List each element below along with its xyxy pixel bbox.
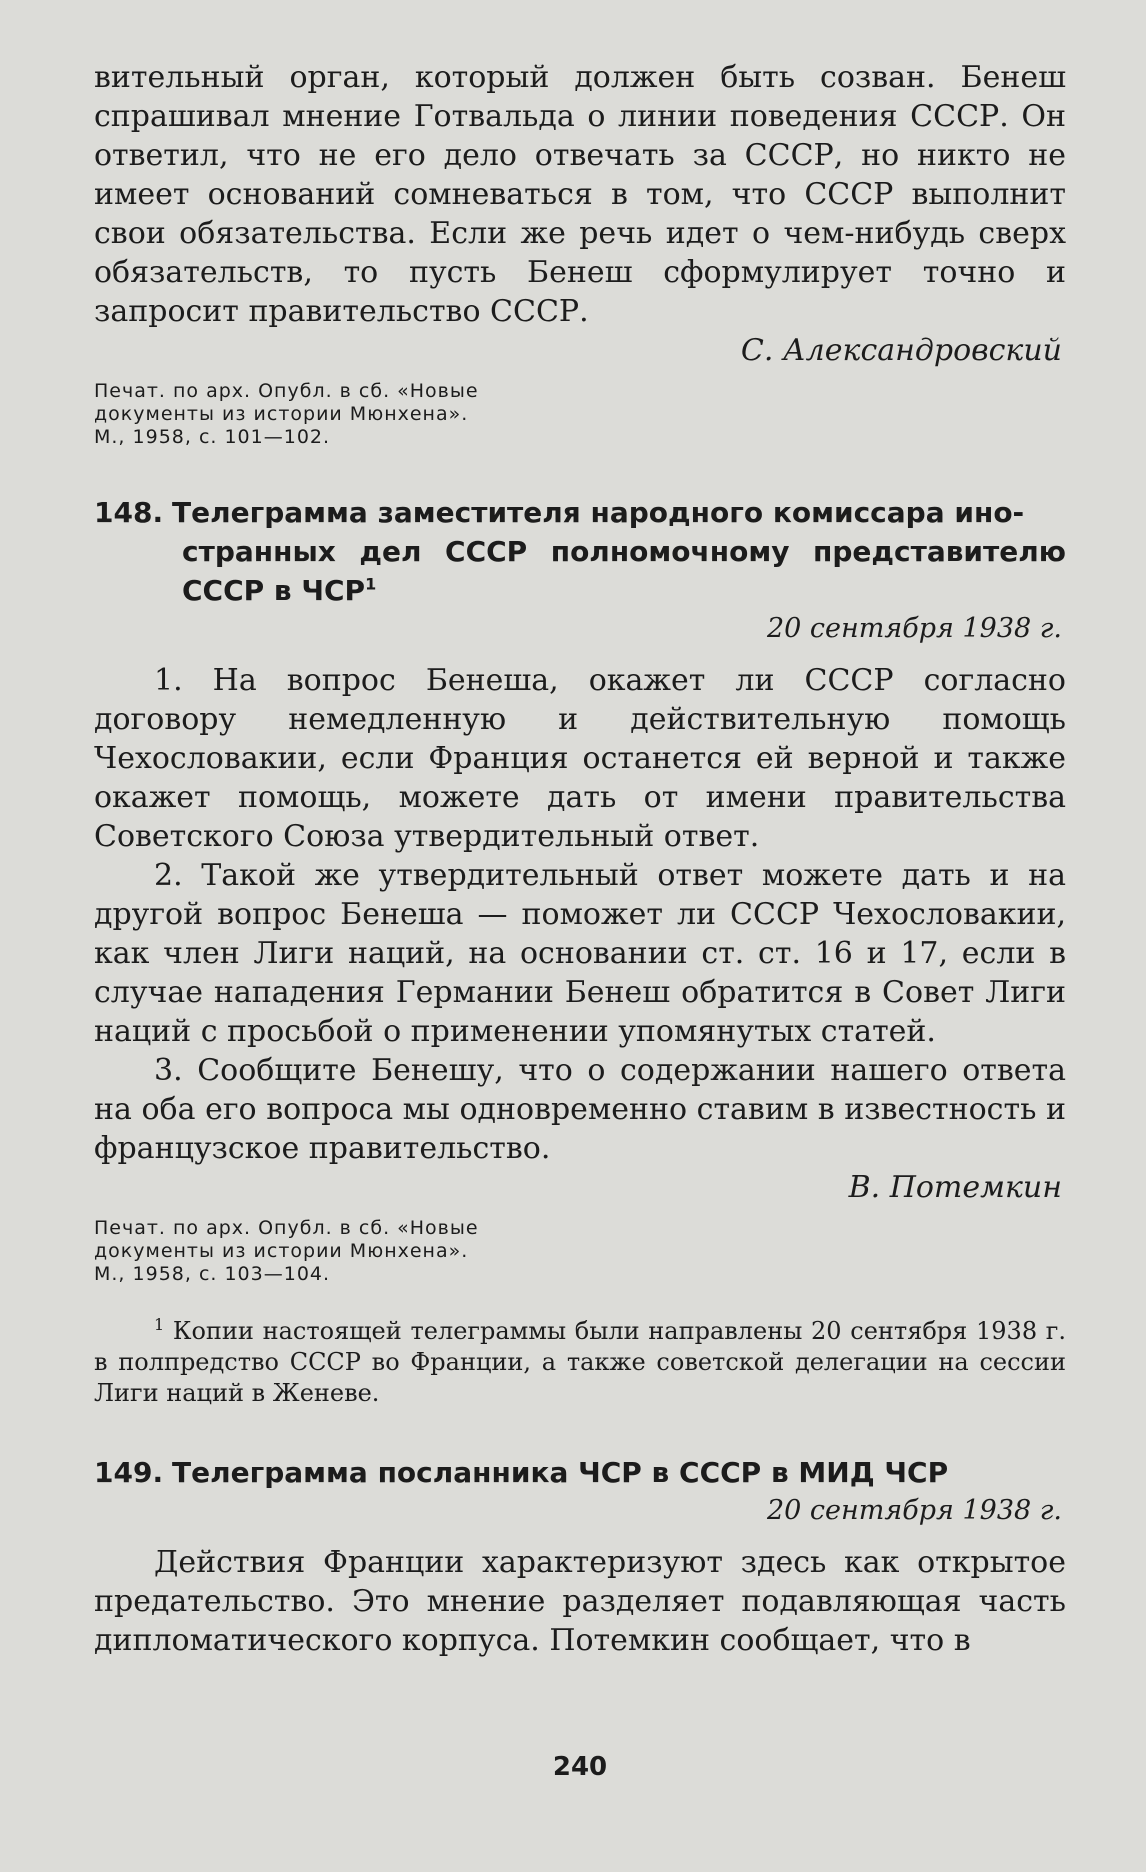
spacer [94, 1409, 1066, 1453]
doc148-date: 20 сентября 1938 г. [766, 613, 1062, 644]
doc149-date: 20 сентября 1938 г. [766, 1495, 1062, 1526]
intro-signature: С. Александровский [740, 333, 1062, 368]
doc148-signature: В. Потемкин [848, 1170, 1062, 1205]
doc148-number: 148. [94, 496, 164, 529]
doc149-paragraph: Действия Франции характеризуют здесь как открытое предательство. Это мнение разделяет подавляющая часть дипломатического корпуса. Потемкин сообщает, что в [94, 1545, 1066, 1658]
intro-source-note: Печат. по арх. Опубл. в сб. «Новые документы из истории Мюнхена». М., 1958, с. 101—102. [94, 380, 479, 448]
book-page [94, 58, 1066, 1848]
doc148-paragraph-3: 3. Сообщите Бенешу, что о содержании нашего ответа на оба его вопроса мы одновременно ставим в известность и французское правительство. [94, 1053, 1066, 1166]
doc149-number: 149. [94, 1456, 164, 1489]
doc148-source-note: Печат. по арх. Опубл. в сб. «Новые документы из истории Мюнхена». М., 1958, с. 103—104. [94, 1217, 479, 1285]
intro-paragraph: вительный орган, который должен быть созван. Бенеш спрашивал мнение Готвальда о линии поведения СССР. Он ответил, что не его дело отвечать за СССР, но никто не имеет оснований сомневаться в том, что СССР выполнит свои обязательства. Если же речь идет о чем-нибудь сверх обязательств, то пусть Бенеш сформулирует точно и запросит правительство СССР. [94, 60, 1066, 329]
footnote-text: Копии настоящей телеграммы были направлены 20 сентября 1938 г. в полпредство СССР во Франции, а также советской делегации на сессии Лиги наций в Женеве. [94, 1317, 1066, 1407]
doc148-paragraph-2: 2. Такой же утвердительный ответ можете дать и на другой вопрос Бенеша — поможет ли СССР Чехословакии, как член Лиги наций, на основании ст. ст. 16 и 17, если в случае нападения Германии Бенеш обратится в Совет Лиги наций с просьбой о применении упомянутых статей. [94, 858, 1066, 1049]
doc148-footnote-mark[interactable]: 1 [365, 574, 377, 594]
spacer [94, 647, 1066, 661]
doc148-paragraph-1: 1. На вопрос Бенеша, окажет ли СССР согласно договору немедленную и действительную помощь Чехословакии, если Франция останется ей верной и также окажет помощь, можете дать от имени правительства Советского Союза утвердительный ответ. [94, 663, 1066, 854]
footnote-number: 1 [154, 1315, 165, 1334]
page-number: 240 [552, 1752, 608, 1782]
doc148-title-line1: Телеграмма заместителя народного комиссара ино- [172, 496, 1025, 529]
doc148-heading [94, 493, 1066, 610]
doc149-heading [94, 1453, 1066, 1492]
spacer [94, 1529, 1066, 1543]
doc148-title-rest: странных дел СССР полномочному представителю СССР в ЧСР [182, 535, 1066, 607]
doc149-title: Телеграмма посланника ЧСР в СССР в МИД ЧСР [172, 1456, 949, 1489]
spacer [94, 449, 1066, 493]
doc148-footnote [94, 1316, 1066, 1409]
spacer [94, 1286, 1066, 1316]
